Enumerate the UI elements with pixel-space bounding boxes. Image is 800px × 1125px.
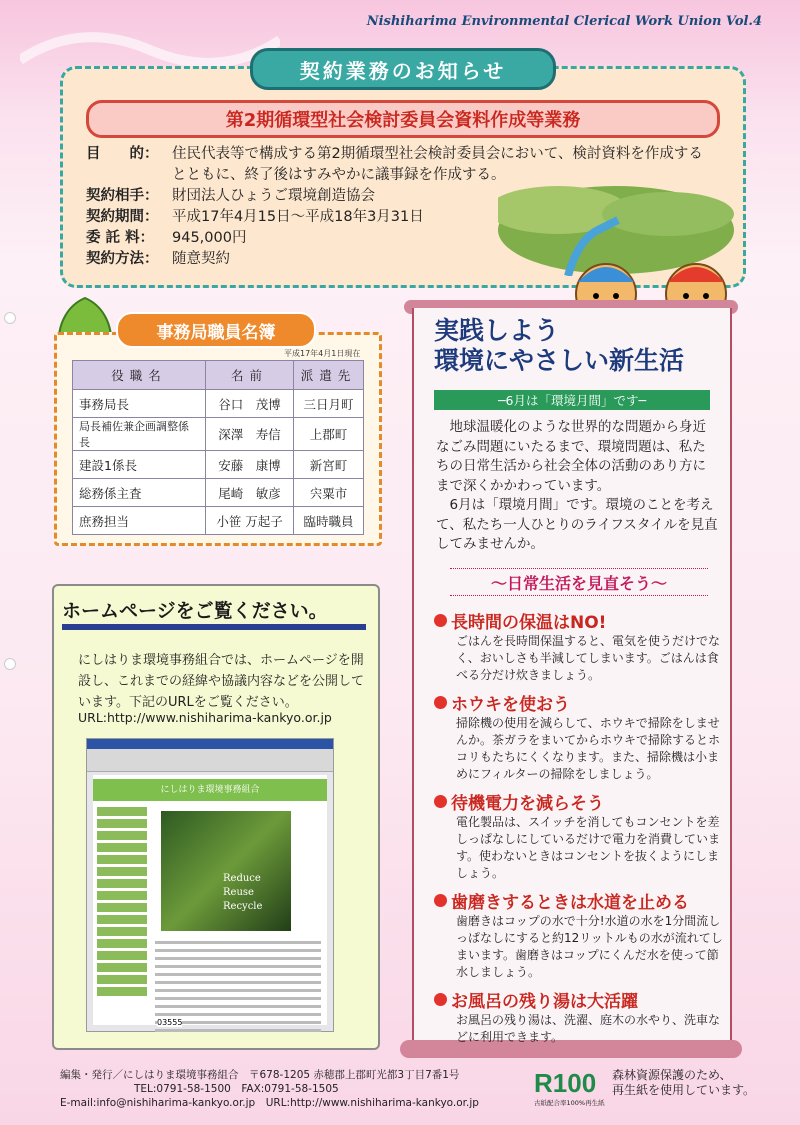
list-item	[434, 608, 724, 684]
recycle-note	[612, 1068, 755, 1098]
recycle-note-line1: 森林資源保護のため、	[612, 1068, 732, 1082]
table-row	[73, 390, 364, 418]
eco-paragraph: 6月は「環境月間」です。環境のことを考えて、私たち一人ひとりのライフスタイルを見直してみませんか。	[436, 497, 718, 552]
tip-heading: 長時間の保温はNO!	[434, 608, 724, 633]
cell-origin: 三日月町	[294, 390, 364, 418]
homepage-underline	[62, 624, 366, 630]
cell-title: 庶務担当	[73, 507, 206, 535]
staff-table	[72, 360, 364, 535]
contract-label: 契約相手：	[86, 188, 159, 204]
list-item	[434, 888, 724, 981]
footer-publisher: 編集・発行／にしはりま環境事務組合 〒678-1205 赤穂郡上郡町光都3丁目7番1号	[60, 1069, 460, 1081]
visitor-counter: 03555	[157, 1018, 183, 1027]
tip-heading: 待機電力を減らそう	[434, 789, 724, 814]
contract-subtitle: 第2期循環型社会検討委員会資料作成等業務	[86, 100, 720, 138]
cell-title: 局長補佐兼企画調整係長	[73, 418, 206, 451]
website-header: にしはりま環境事務組合	[93, 779, 327, 801]
tip-heading: 歯磨きするときは水道を止める	[434, 888, 724, 913]
cell-title: 事務局長	[73, 390, 206, 418]
eco-title-line1: 実践しよう	[434, 316, 560, 345]
footer-contact: E-mail:info@nishiharima-kankyo.or.jp URL:http://www.nishiharima-kankyo.or.jp	[60, 1097, 479, 1109]
recycle-note-line2: 再生紙を使用しています。	[612, 1083, 756, 1097]
contract-value: 平成17年4月15日～平成18年3月31日	[172, 209, 424, 225]
staff-date: 平成17年4月1日現在	[284, 349, 361, 358]
contract-value: 財団法人ひょうご環境創造協会	[172, 188, 375, 204]
eco-subtitle: ─6月は「環境月間」です─	[434, 390, 710, 410]
contract-label: 目 的：	[86, 146, 159, 162]
eco-paragraph: 地球温暖化のような世界的な問題から身近なごみ問題にいたるまで、環境問題は、私たちの日常生活から社会全体の活動のあり方にまで深くかかわっています。	[436, 419, 706, 494]
website-screenshot	[86, 738, 334, 1032]
tip-body: 歯磨きはコップの水で十分!水道の水を1分間流しっぱなしにすると約12リットルもの水が流れてしまいます。歯磨きはコップにくんだ水を使って節水しましょう。	[456, 914, 723, 979]
table-row	[73, 451, 364, 479]
recycle-mark-text: R100	[534, 1068, 597, 1098]
browser-titlebar	[87, 739, 333, 749]
tip-heading: ホウキを使おう	[434, 690, 724, 715]
browser-toolbar	[87, 749, 333, 772]
eco-title	[434, 316, 684, 376]
contract-label: 委 託 料：	[86, 230, 155, 246]
newsletter-title: Nishiharima Environmental Clerical Work Union Vol.4	[366, 14, 762, 29]
binder-hole	[4, 312, 16, 324]
tip-heading: お風呂の残り湯は大活躍	[434, 987, 724, 1012]
tip-body: 電化製品は、スイッチを消してもコンセントを差しっぱなしにしているだけで電力を消費しています。使わないときはコンセントを抜くようにしましょう。	[456, 815, 721, 880]
eco-tips	[434, 608, 724, 1046]
reuse-text: Reuse	[223, 887, 254, 898]
footer-phone: TEL:0791-58-1500 FAX:0791-58-1505	[134, 1083, 339, 1095]
table-row	[73, 479, 364, 507]
contract-title: 契約業務のお知らせ	[250, 48, 556, 90]
homepage-url[interactable]: URL:http://www.nishiharima-kankyo.or.jp	[78, 710, 332, 725]
footer-info	[60, 1068, 479, 1110]
cell-title: 総務係主査	[73, 479, 206, 507]
reduce-text: Reduce	[223, 873, 261, 884]
contract-value: 随意契約	[172, 251, 230, 267]
list-item	[434, 690, 724, 783]
column-header: 名前	[206, 361, 294, 390]
staff-title: 事務局職員名簿	[116, 312, 316, 348]
cell-name: 安藤 康博	[206, 451, 294, 479]
cell-origin: 新宮町	[294, 451, 364, 479]
cell-name: 深澤 寿信	[206, 418, 294, 451]
tip-body: ごはんを長時間保温すると、電気を使うだけでなく、おいしさも半減してしまいます。ごはんは食べる分だけ炊きましょう。	[456, 634, 721, 682]
table-row	[73, 507, 364, 535]
recycle-text: Recycle	[223, 901, 263, 912]
cell-name: 尾崎 敏彦	[206, 479, 294, 507]
website-forest-image	[161, 811, 291, 931]
homepage-title: ホームページをご覧ください。	[62, 600, 328, 622]
website-menu	[97, 807, 147, 1015]
column-header: 役職名	[73, 361, 206, 390]
cell-title: 建設1係長	[73, 451, 206, 479]
website-body	[93, 775, 327, 1025]
list-item	[434, 987, 724, 1046]
eco-section-heading: ～日常生活を見直そう～	[450, 568, 708, 596]
table-row	[73, 418, 364, 451]
contract-value: 945,000円	[172, 230, 247, 246]
eco-title-line2: 環境にやさしい新生活	[434, 346, 685, 375]
contract-value: 住民代表等で構成する第2期循環型社会検討委員会において、検討資料を作成するとともに、終了後はすみやかに議事録を作成する。	[172, 146, 703, 183]
column-header: 派遣先	[294, 361, 364, 390]
list-item	[434, 789, 724, 882]
cell-name: 谷口 茂博	[206, 390, 294, 418]
cell-origin: 宍粟市	[294, 479, 364, 507]
eco-intro	[436, 418, 718, 555]
recycle-mark-caption: 古紙配合率100%再生紙	[534, 1099, 605, 1107]
cell-name: 小笹 万起子	[206, 507, 294, 535]
contract-label: 契約方法：	[86, 251, 159, 267]
contract-label: 契約期間：	[86, 209, 159, 225]
binder-hole	[4, 658, 16, 670]
cell-origin: 上郡町	[294, 418, 364, 451]
cell-origin: 臨時職員	[294, 507, 364, 535]
tip-body: 掃除機の使用を減らして、ホウキで掃除をしませんか。茶ガラをまいてからホウキで掃除するとホコリもたちにくくなります。また、掃除機は小まめにフィルターの掃除をしましょう。	[456, 716, 721, 781]
homepage-text: にしはりま環境事務組合では、ホームページを開設し、これまでの経緯や協議内容などを公開しています。下記のURLをご覧ください。	[78, 653, 365, 710]
tip-body: お風呂の残り湯は、洗濯、庭木の水やり、洗車などに利用できます。	[456, 1013, 721, 1044]
table-header-row	[73, 361, 364, 390]
